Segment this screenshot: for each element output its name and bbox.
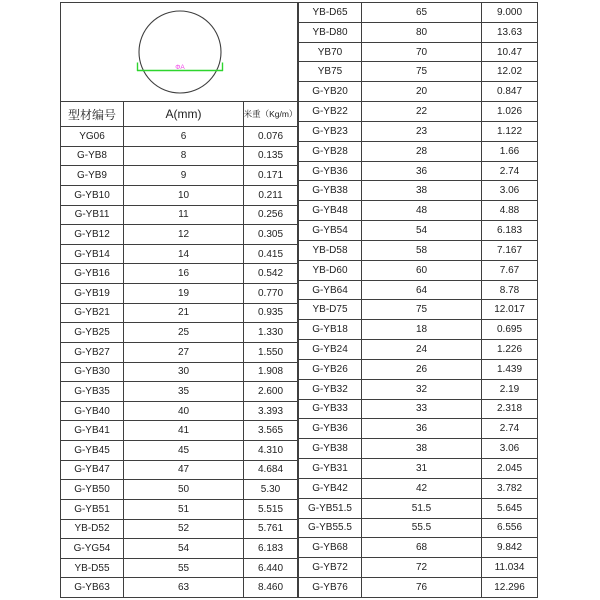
cell-a-mm: 72 (361, 558, 481, 577)
table-row (299, 101, 537, 121)
table-row (299, 577, 537, 597)
cell-a-mm: 58 (361, 241, 481, 260)
table-row (61, 538, 297, 558)
cell-weight: 12.017 (481, 300, 537, 319)
table-row (299, 359, 537, 379)
cell-profile-id: G-YB32 (312, 383, 348, 395)
table-row (61, 185, 297, 205)
cell-a-mm: 80 (361, 23, 481, 42)
cell-profile-id: G-YB45 (74, 444, 110, 456)
cell-weight: 2.74 (481, 419, 537, 438)
table-row (61, 263, 297, 283)
cell-weight: 0.770 (243, 284, 297, 303)
cell-a-mm: 47 (123, 461, 243, 480)
cell-profile-id: G-YB42 (312, 482, 348, 494)
table-row (61, 381, 297, 401)
table-row (299, 319, 537, 339)
cell-profile-id: G-YB22 (312, 106, 348, 118)
cell-weight: 12.02 (481, 62, 537, 81)
table-row (61, 244, 297, 264)
cell-profile-id: G-YG54 (73, 542, 111, 554)
cell-a-mm: 52 (123, 520, 243, 539)
cell-weight: 0.256 (243, 206, 297, 225)
table-row (61, 479, 297, 499)
cell-a-mm: 33 (361, 400, 481, 419)
cell-a-mm: 20 (361, 82, 481, 101)
cell-a-mm: 8 (123, 147, 243, 166)
cell-weight: 3.782 (481, 479, 537, 498)
left-table-body (61, 127, 297, 597)
cell-profile-id: G-YB64 (312, 284, 348, 296)
cell-weight: 1.550 (243, 343, 297, 362)
table-row (299, 557, 537, 577)
cell-profile-id: G-YB25 (74, 327, 110, 339)
left-table (60, 2, 298, 598)
table-row (299, 3, 537, 22)
cell-weight: 1.908 (243, 363, 297, 382)
cell-a-mm: 75 (361, 300, 481, 319)
cell-profile-id: G-YB33 (312, 403, 348, 415)
table-row (299, 61, 537, 81)
cell-weight: 0.305 (243, 225, 297, 244)
table-row (61, 342, 297, 362)
cell-weight: 0.542 (243, 264, 297, 283)
table-row (299, 81, 537, 101)
table-row (299, 22, 537, 42)
table-row (61, 401, 297, 421)
cell-profile-id: G-YB72 (312, 562, 348, 574)
cell-profile-id: YB-D75 (312, 304, 348, 316)
cell-weight: 13.63 (481, 23, 537, 42)
cell-profile-id: G-YB28 (312, 145, 348, 157)
cell-a-mm: 76 (361, 578, 481, 597)
cell-weight: 9.000 (481, 3, 537, 22)
table-row (61, 362, 297, 382)
cell-profile-id: G-YB30 (74, 366, 110, 378)
cell-profile-id: G-YB63 (74, 582, 110, 594)
table-row (61, 146, 297, 166)
cell-a-mm: 11 (123, 206, 243, 225)
cell-weight: 1.439 (481, 360, 537, 379)
table-row (299, 200, 537, 220)
table-row (299, 220, 537, 240)
cell-profile-id: G-YB51 (74, 503, 110, 515)
cell-profile-id: G-YB76 (312, 581, 348, 593)
cell-profile-id: YB-D80 (312, 26, 348, 38)
table-row (299, 339, 537, 359)
cell-weight: 0.135 (243, 147, 297, 166)
cell-profile-id: G-YB21 (74, 307, 110, 319)
cell-weight: 4.684 (243, 461, 297, 480)
cell-a-mm: 36 (361, 419, 481, 438)
header-profile-id: 型材编号 (67, 107, 116, 122)
table-row (61, 283, 297, 303)
cell-weight: 1.026 (481, 102, 537, 121)
cell-weight: 4.310 (243, 441, 297, 460)
cell-profile-id: G-YB9 (76, 170, 107, 182)
cell-profile-id: G-YB31 (312, 462, 348, 474)
cell-profile-id: G-YB14 (74, 248, 110, 260)
cell-a-mm: 25 (123, 323, 243, 342)
cell-weight: 3.565 (243, 421, 297, 440)
cell-weight: 5.761 (243, 520, 297, 539)
cell-profile-id: G-YB27 (74, 346, 110, 358)
cell-weight: 2.600 (243, 382, 297, 401)
right-table (298, 2, 538, 598)
cell-a-mm: 19 (123, 284, 243, 303)
cell-a-mm: 40 (123, 402, 243, 421)
cell-weight: 0.171 (243, 166, 297, 185)
cell-a-mm: 65 (361, 3, 481, 22)
cell-a-mm: 48 (361, 201, 481, 220)
table-row (61, 322, 297, 342)
table-row (299, 121, 537, 141)
cell-a-mm: 64 (361, 281, 481, 300)
header-a-mm: A(mm) (123, 102, 243, 126)
table-row (299, 458, 537, 478)
cell-weight: 0.695 (481, 320, 537, 339)
cell-profile-id: G-YB68 (312, 542, 348, 554)
cell-profile-id: G-YB36 (312, 165, 348, 177)
cell-a-mm: 63 (123, 578, 243, 597)
dimension-label: ΦA (175, 64, 185, 71)
cell-a-mm: 14 (123, 245, 243, 264)
cell-a-mm: 50 (123, 480, 243, 499)
cell-weight: 1.66 (481, 142, 537, 161)
cell-a-mm: 51 (123, 500, 243, 519)
cell-profile-id: G-YB20 (312, 86, 348, 98)
cell-profile-id: G-YB36 (312, 423, 348, 435)
cell-a-mm: 54 (123, 539, 243, 558)
cell-a-mm: 32 (361, 380, 481, 399)
table-row (299, 141, 537, 161)
cell-a-mm: 18 (361, 320, 481, 339)
cell-profile-id: G-YB41 (74, 425, 110, 437)
cell-weight: 3.06 (481, 439, 537, 458)
table-row (61, 420, 297, 440)
table-row (61, 440, 297, 460)
cell-weight: 5.515 (243, 500, 297, 519)
cell-profile-id: G-YB50 (74, 484, 110, 496)
cell-weight: 7.167 (481, 241, 537, 260)
cell-a-mm: 10 (123, 186, 243, 205)
table-row (299, 418, 537, 438)
cell-weight: 6.440 (243, 559, 297, 578)
cell-a-mm: 12 (123, 225, 243, 244)
cell-profile-id: YB75 (317, 66, 343, 78)
cell-weight: 1.122 (481, 122, 537, 141)
table-row (299, 180, 537, 200)
cell-weight: 1.330 (243, 323, 297, 342)
cell-profile-id: YB70 (317, 46, 343, 58)
cell-profile-id: YG06 (79, 130, 105, 142)
table-row (61, 303, 297, 323)
cell-profile-id: G-YB55.5 (308, 522, 352, 534)
cell-weight: 3.393 (243, 402, 297, 421)
table-row (299, 518, 537, 538)
cell-a-mm: 38 (361, 181, 481, 200)
cell-a-mm: 27 (123, 343, 243, 362)
table-row (299, 399, 537, 419)
cell-profile-id: G-YB47 (74, 464, 110, 476)
cell-a-mm: 16 (123, 264, 243, 283)
cell-profile-id: G-YB35 (74, 385, 110, 397)
table-header-row (61, 102, 297, 127)
cell-profile-id: G-YB18 (312, 324, 348, 336)
table-row (299, 240, 537, 260)
cell-profile-id: G-YB48 (312, 205, 348, 217)
cell-a-mm: 9 (123, 166, 243, 185)
cell-weight: 6.556 (481, 519, 537, 538)
cell-weight: 0.415 (243, 245, 297, 264)
cell-profile-id: G-YB11 (74, 209, 110, 221)
cell-profile-id: G-YB16 (74, 268, 110, 280)
cell-profile-id: YB-D52 (74, 523, 110, 535)
table-row (299, 280, 537, 300)
cell-profile-id: YB-D60 (312, 264, 348, 276)
cell-a-mm: 28 (361, 142, 481, 161)
cell-a-mm: 38 (361, 439, 481, 458)
table-row (299, 299, 537, 319)
table-row (299, 260, 537, 280)
profile-diagram (61, 3, 297, 102)
table-row (299, 537, 537, 557)
circle-diagram (61, 3, 297, 100)
cell-a-mm: 6 (123, 127, 243, 146)
cell-profile-id: G-YB40 (74, 405, 110, 417)
cell-a-mm: 45 (123, 441, 243, 460)
header-weight: 米重（Kg/m） (243, 102, 297, 126)
cell-profile-id: G-YB23 (312, 125, 348, 137)
table-row (299, 379, 537, 399)
cell-weight: 12.296 (481, 578, 537, 597)
table-row (61, 558, 297, 578)
cell-profile-id: G-YB10 (74, 189, 110, 201)
cell-weight: 2.19 (481, 380, 537, 399)
cell-profile-id: G-YB54 (312, 225, 348, 237)
cell-weight: 8.460 (243, 578, 297, 597)
cell-profile-id: G-YB38 (312, 443, 348, 455)
cell-a-mm: 35 (123, 382, 243, 401)
cell-a-mm: 21 (123, 304, 243, 323)
cell-profile-id: G-YB24 (312, 343, 348, 355)
cell-a-mm: 51.5 (361, 499, 481, 518)
cell-weight: 0.847 (481, 82, 537, 101)
cell-profile-id: G-YB51.5 (308, 502, 352, 514)
table-row (61, 499, 297, 519)
table-row (299, 498, 537, 518)
cell-a-mm: 41 (123, 421, 243, 440)
cell-a-mm: 30 (123, 363, 243, 382)
cell-profile-id: G-YB19 (74, 287, 110, 299)
cell-weight: 1.226 (481, 340, 537, 359)
cell-a-mm: 26 (361, 360, 481, 379)
cell-weight: 2.74 (481, 162, 537, 181)
cell-weight: 0.076 (243, 127, 297, 146)
cell-profile-id: G-YB38 (312, 185, 348, 197)
cell-weight: 2.045 (481, 459, 537, 478)
right-table-body (299, 3, 537, 597)
table-row (61, 460, 297, 480)
cell-a-mm: 31 (361, 459, 481, 478)
cell-a-mm: 23 (361, 122, 481, 141)
cell-a-mm: 54 (361, 221, 481, 240)
cell-a-mm: 22 (361, 102, 481, 121)
cell-weight: 6.183 (243, 539, 297, 558)
cell-weight: 5.30 (243, 480, 297, 499)
cell-a-mm: 70 (361, 43, 481, 62)
table-row (61, 165, 297, 185)
cell-profile-id: G-YB26 (312, 363, 348, 375)
cell-weight: 10.47 (481, 43, 537, 62)
cell-weight: 6.183 (481, 221, 537, 240)
cell-a-mm: 42 (361, 479, 481, 498)
cell-profile-id: YB-D65 (312, 6, 348, 18)
cell-profile-id: G-YB8 (76, 150, 107, 162)
table-row (61, 127, 297, 146)
cell-a-mm: 60 (361, 261, 481, 280)
cell-weight: 9.842 (481, 538, 537, 557)
table-row (61, 577, 297, 597)
cell-a-mm: 68 (361, 538, 481, 557)
cell-weight: 8.78 (481, 281, 537, 300)
cell-a-mm: 75 (361, 62, 481, 81)
table-row (299, 438, 537, 458)
cell-weight: 4.88 (481, 201, 537, 220)
cell-weight: 7.67 (481, 261, 537, 280)
table-row (61, 519, 297, 539)
cell-weight: 3.06 (481, 181, 537, 200)
table-row (61, 205, 297, 225)
cell-weight: 0.935 (243, 304, 297, 323)
table-row (61, 224, 297, 244)
cell-profile-id: G-YB12 (74, 228, 110, 240)
cell-weight: 2.318 (481, 400, 537, 419)
cell-weight: 11.034 (481, 558, 537, 577)
table-row (299, 42, 537, 62)
cell-profile-id: YB-D58 (312, 244, 348, 256)
cell-a-mm: 55 (123, 559, 243, 578)
table-row (299, 478, 537, 498)
circle-shape (139, 11, 221, 93)
table-row (299, 161, 537, 181)
cell-weight: 5.645 (481, 499, 537, 518)
cell-weight: 0.211 (243, 186, 297, 205)
cell-a-mm: 55.5 (361, 519, 481, 538)
cell-profile-id: YB-D55 (74, 562, 110, 574)
cell-a-mm: 36 (361, 162, 481, 181)
cell-a-mm: 24 (361, 340, 481, 359)
